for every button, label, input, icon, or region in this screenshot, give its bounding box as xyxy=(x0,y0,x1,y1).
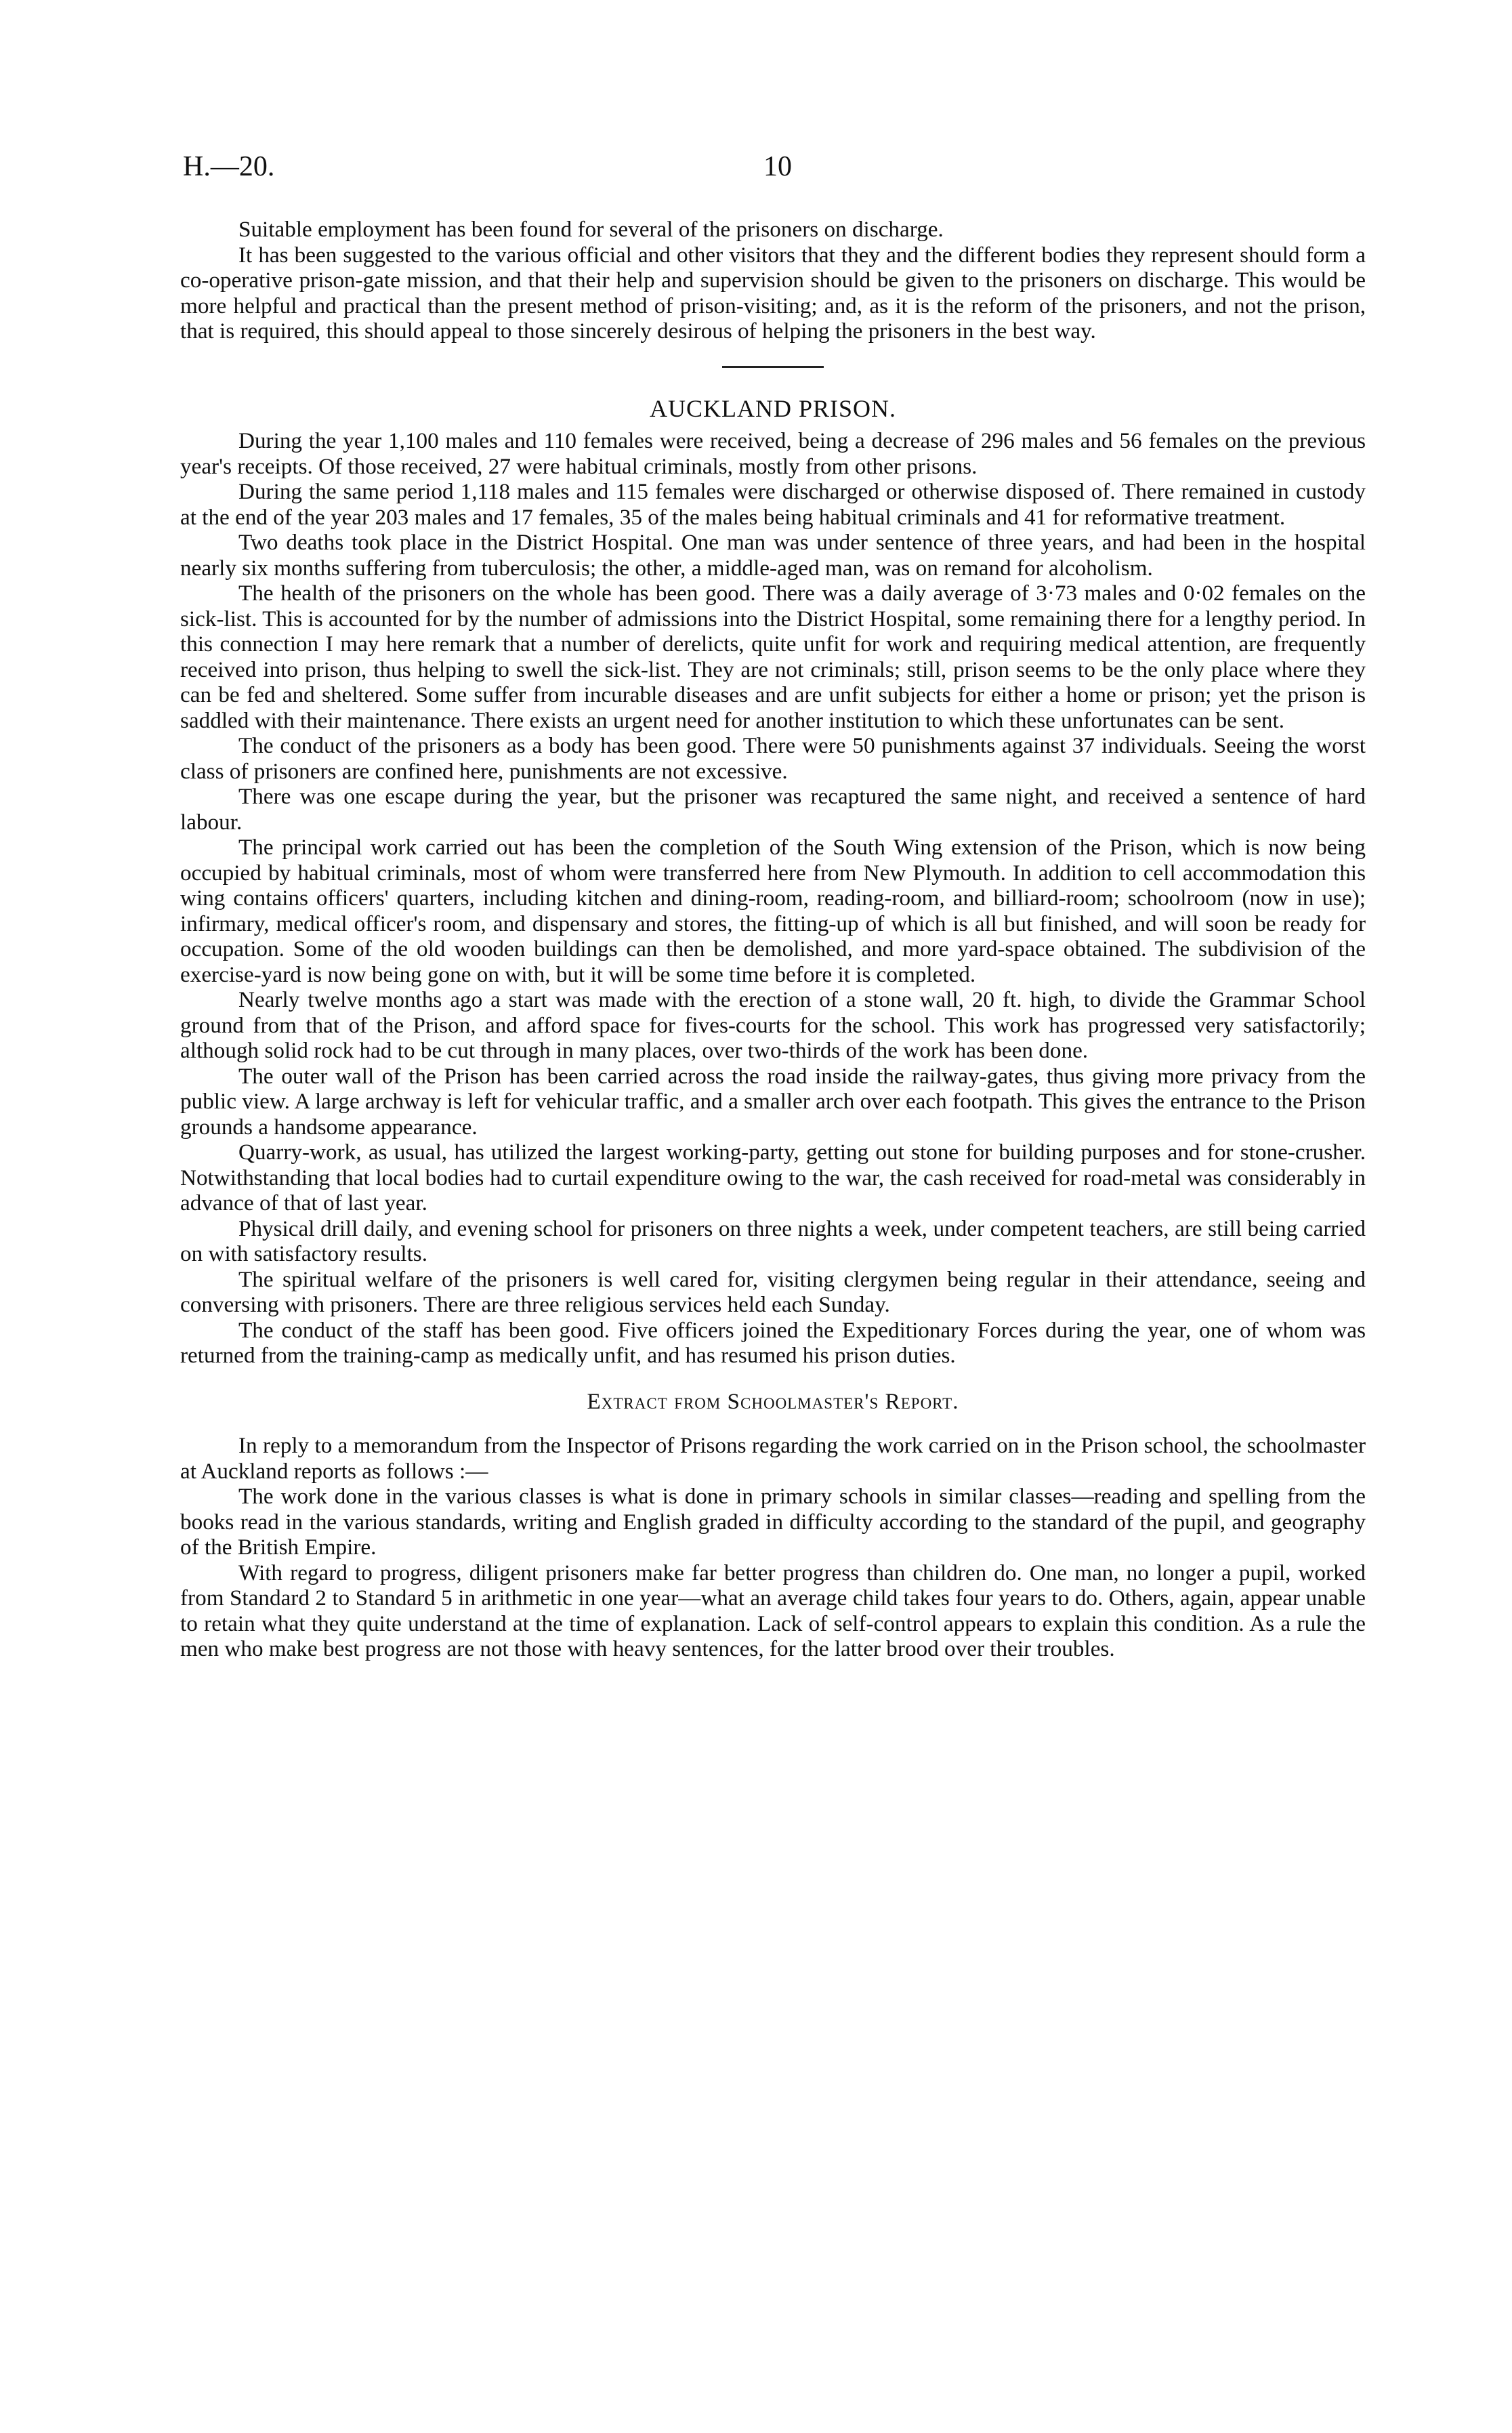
paragraph: During the year 1,100 males and 110 females were received, being a decrease of 296 males and 56 females on the previous year's receipts. Of those received, 27 were habitual criminals, mostly from other prisons. xyxy=(180,428,1366,479)
paragraph: The outer wall of the Prison has been carried across the road inside the railway-gates, thus giving more privacy from the public view. A large archway is left for vehicular traffic, and a smaller arch over each footpath. This gives the entrance to the Prison grounds a handsome appearance. xyxy=(180,1063,1366,1140)
paragraph: Physical drill daily, and evening school for prisoners on three nights a week, under competent teachers, are still being carried on with satisfactory results. xyxy=(180,1215,1366,1266)
page-number: 10 xyxy=(763,151,792,182)
paragraph: During the same period 1,118 males and 115 females were discharged or otherwise disposed of. There remained in custody at the end of the year 203 males and 17 females, 35 of the males being habitual criminals and 41 for reformative treatment. xyxy=(180,479,1366,530)
paragraph: The principal work carried out has been the completion of the South Wing extension of the Prison, which is now being occupied by habitual criminals, most of whom were transferred here from New Plymouth. In addition to cell accommodation this wing contains officers' quarters, including kitchen and dining-room, reading-room, and billiard-room; schoolroom (now in use); infirmary, medical officer's room, and dispensary and stores, the fitting-up of which is all but finished, and will soon be ready for occupation. Some of the old wooden buildings can then be demolished, and more yard-space obtained. The subdivision of the exercise-yard is now being gone on with, but it will be some time before it is completed. xyxy=(180,835,1366,987)
paragraph: It has been suggested to the various official and other visitors that they and the different bodies they represent should form a co-operative prison-gate mission, and that their help and supervision should be given to the prisoners on discharge. This would be more helpful and practical than the present method of prison-visiting; and, as it is the reform of the prisoners, and not the prison, that is required, this should appeal to those sincerely desirous of helping the prisoners in the best way. xyxy=(180,242,1366,344)
paragraph: In reply to a memorandum from the Inspector of Prisons regarding the work carried on in the Prison school, the schoolmaster at Auckland reports as follows :— xyxy=(180,1433,1366,1484)
paragraph: The spiritual welfare of the prisoners is well cared for, visiting clergymen being regular in their attendance, seeing and conversing with prisoners. There are three religious services held each Sunday. xyxy=(180,1266,1366,1317)
paragraph: The conduct of the staff has been good. Five officers joined the Expeditionary Forces during the year, one of whom was returned from the training-camp as medically unfit, and has resumed his prison duties. xyxy=(180,1317,1366,1368)
paragraph: The health of the prisoners on the whole has been good. There was a daily average of 3·73 males and 0·02 females on the sick-list. This is accounted for by the number of admissions into the District Hospital, some remaining there for a lengthy period. In this connection I may here remark that a number of derelicts, quite unfit for work and requiring medical attention, are frequently received into prison, thus helping to swell the sick-list. They are not criminals; still, prison seems to be the only place where they can be fed and sheltered. Some suffer from incurable diseases and are unfit subjects for either a home or prison; yet the prison is saddled with their maintenance. There exists an urgent need for another institution to which these unfortunates can be sent. xyxy=(180,581,1366,733)
paragraph: Quarry-work, as usual, has utilized the largest working-party, getting out stone for building purposes and for stone-crusher. Notwithstanding that local bodies had to curtail expenditure owing to the war, the cash received for road-metal was considerably in advance of that of last year. xyxy=(180,1140,1366,1215)
section-divider xyxy=(722,366,824,368)
paragraph: Nearly twelve months ago a start was made with the erection of a stone wall, 20 ft. high, to divide the Grammar School ground from that of the Prison, and afford space for fives-courts for the school. This work has progressed very satisfactorily; although solid rock had to be cut through in many places, over two-thirds of the work has been done. xyxy=(180,987,1366,1063)
extract-heading: Extract from Schoolmaster's Report. xyxy=(587,1388,959,1414)
body-text xyxy=(180,217,1366,1662)
paragraph: The conduct of the prisoners as a body has been good. There were 50 punishments against 37 individuals. Seeing the worst class of prisoners are confined here, punishments are not excessive. xyxy=(180,733,1366,784)
paragraph: Two deaths took place in the District Hospital. One man was under sentence of three years, and had been in the hospital nearly six months suffering from tuberculosis; the other, a middle-aged man, was on remand for alcoholism. xyxy=(180,530,1366,581)
page-header xyxy=(183,150,1362,191)
section-title: AUCKLAND PRISON. xyxy=(649,394,897,422)
paragraph: There was one escape during the year, but the prisoner was recaptured the same night, and received a sentence of hard labour. xyxy=(180,784,1366,835)
paragraph: Suitable employment has been found for several of the prisoners on discharge. xyxy=(238,217,944,242)
paragraph: With regard to progress, diligent prisoners make far better progress than children do. One man, no longer a pupil, worked from Standard 2 to Standard 5 in arithmetic in one year—what an average child takes four years to do. Others, again, appear unable to retain what they quite understand at the time of explanation. Lack of self-control appears to explain this condition. As a rule the men who make best progress are not those with heavy sentences, for the latter brood over their troubles. xyxy=(180,1560,1366,1661)
paragraph: The work done in the various classes is what is done in primary schools in similar classes—reading and spelling from the books read in the various standards, writing and English graded in difficulty according to the standard of the pupil, and geography of the British Empire. xyxy=(180,1484,1366,1560)
document-reference: H.—20. xyxy=(183,151,275,182)
